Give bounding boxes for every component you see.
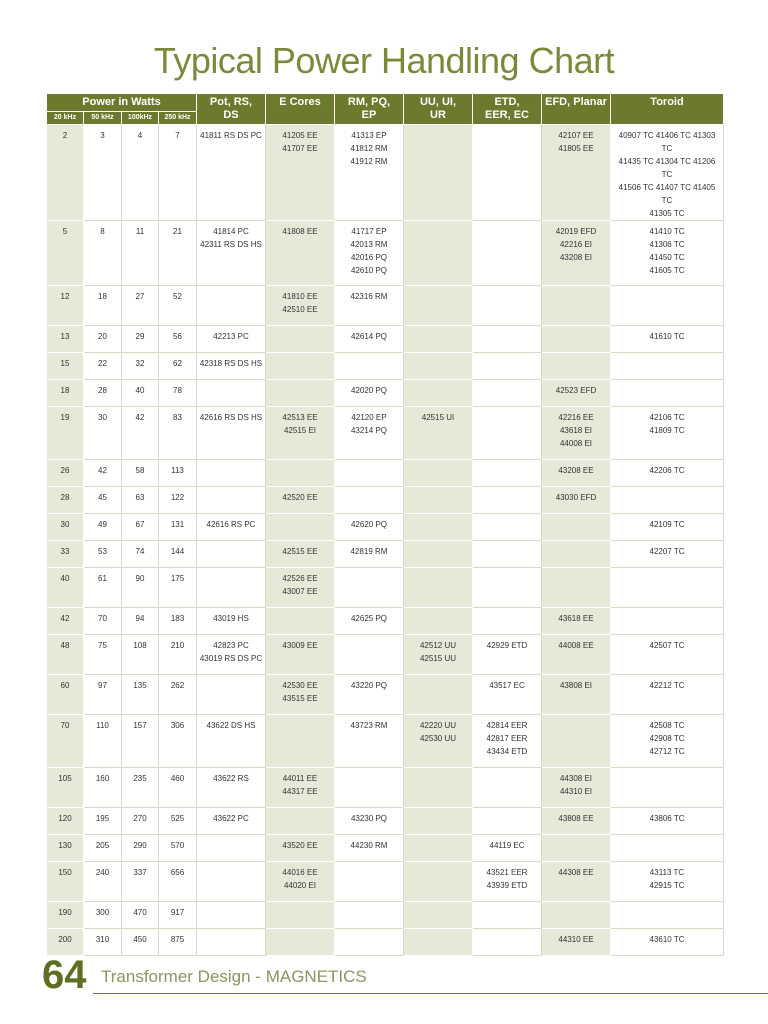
cell-watts-100khz: 157 <box>122 715 159 768</box>
cell-pot-rs-ds: 42213 PC <box>197 326 266 353</box>
cell-e-cores: 41205 EE 41707 EE <box>266 125 335 221</box>
cell-watts-50khz: 53 <box>84 541 122 568</box>
cell-watts-100khz: 58 <box>122 460 159 487</box>
cell-toroid: 42207 TC <box>611 541 724 568</box>
cell-watts-100khz: 27 <box>122 286 159 326</box>
pot-rs-ds-header: Pot, RS, DS <box>197 94 266 125</box>
cell-rm-pq-ep <box>335 635 404 675</box>
cell-rm-pq-ep: 42020 PQ <box>335 380 404 407</box>
cell-pot-rs-ds <box>197 460 266 487</box>
cell-etd-eer-ec <box>473 768 542 808</box>
cell-pot-rs-ds: 42616 RS PC <box>197 514 266 541</box>
cell-etd-eer-ec: 42929 ETD <box>473 635 542 675</box>
cell-efd-planar: 43208 EE <box>542 460 611 487</box>
table-row <box>47 568 724 608</box>
cell-watts-100khz: 450 <box>122 929 159 956</box>
power-in-watts-header: Power in Watts <box>47 94 197 112</box>
table-row <box>47 835 724 862</box>
cell-toroid: 42109 TC <box>611 514 724 541</box>
power-handling-table <box>46 93 724 956</box>
cell-efd-planar: 44008 EE <box>542 635 611 675</box>
cell-etd-eer-ec <box>473 380 542 407</box>
cell-watts-250khz: 175 <box>159 568 197 608</box>
cell-pot-rs-ds <box>197 487 266 514</box>
cell-uu-ui-ur: 42512 UU 42515 UU <box>404 635 473 675</box>
cell-e-cores <box>266 808 335 835</box>
cell-watts-250khz: 570 <box>159 835 197 862</box>
table-row <box>47 407 724 460</box>
cell-etd-eer-ec <box>473 568 542 608</box>
cell-watts-50khz: 110 <box>84 715 122 768</box>
cell-etd-eer-ec <box>473 125 542 221</box>
cell-toroid: 43610 TC <box>611 929 724 956</box>
cell-pot-rs-ds <box>197 380 266 407</box>
cell-efd-planar <box>542 902 611 929</box>
cell-watts-20khz: 105 <box>47 768 84 808</box>
cell-watts-20khz: 33 <box>47 541 84 568</box>
cell-etd-eer-ec: 44119 EC <box>473 835 542 862</box>
cell-watts-250khz: 917 <box>159 902 197 929</box>
cell-uu-ui-ur <box>404 125 473 221</box>
cell-watts-20khz: 15 <box>47 353 84 380</box>
cell-watts-50khz: 240 <box>84 862 122 902</box>
cell-toroid <box>611 608 724 635</box>
cell-uu-ui-ur <box>404 380 473 407</box>
cell-e-cores <box>266 715 335 768</box>
cell-rm-pq-ep <box>335 568 404 608</box>
cell-pot-rs-ds: 42823 PC 43019 RS DS PC <box>197 635 266 675</box>
cell-watts-20khz: 70 <box>47 715 84 768</box>
freq-50khz-header: 50 kHz <box>84 112 122 125</box>
etd-eer-ec-header: ETD, EER, EC <box>473 94 542 125</box>
cell-efd-planar <box>542 514 611 541</box>
uu-ui-ur-header: UU, UI, UR <box>404 94 473 125</box>
cell-rm-pq-ep: 43723 RM <box>335 715 404 768</box>
cell-efd-planar: 42019 EFD 42216 EI 43208 EI <box>542 221 611 286</box>
cell-watts-250khz: 183 <box>159 608 197 635</box>
cell-watts-20khz: 42 <box>47 608 84 635</box>
cell-rm-pq-ep <box>335 353 404 380</box>
cell-efd-planar <box>542 541 611 568</box>
table-body <box>47 125 724 956</box>
page-number: 64 <box>42 953 87 997</box>
cell-pot-rs-ds: 42318 RS DS HS <box>197 353 266 380</box>
freq-20khz-header: 20 kHz <box>47 112 84 125</box>
cell-efd-planar: 44308 EI 44310 EI <box>542 768 611 808</box>
table-row <box>47 514 724 541</box>
cell-toroid <box>611 902 724 929</box>
cell-watts-20khz: 18 <box>47 380 84 407</box>
cell-toroid: 41410 TC 41306 TC 41450 TC 41605 TC <box>611 221 724 286</box>
cell-watts-250khz: 525 <box>159 808 197 835</box>
cell-uu-ui-ur: 42515 UI <box>404 407 473 460</box>
cell-e-cores: 42530 EE 43515 EE <box>266 675 335 715</box>
cell-watts-100khz: 74 <box>122 541 159 568</box>
cell-watts-250khz: 875 <box>159 929 197 956</box>
table-row <box>47 862 724 902</box>
cell-watts-250khz: 306 <box>159 715 197 768</box>
cell-e-cores <box>266 326 335 353</box>
cell-rm-pq-ep <box>335 460 404 487</box>
cell-watts-250khz: 52 <box>159 286 197 326</box>
cell-toroid: 41610 TC <box>611 326 724 353</box>
cell-etd-eer-ec <box>473 487 542 514</box>
cell-uu-ui-ur <box>404 768 473 808</box>
cell-watts-50khz: 310 <box>84 929 122 956</box>
cell-pot-rs-ds <box>197 929 266 956</box>
cell-e-cores: 41810 EE 42510 EE <box>266 286 335 326</box>
cell-e-cores: 44011 EE 44317 EE <box>266 768 335 808</box>
rm-pq-ep-header: RM, PQ, EP <box>335 94 404 125</box>
cell-rm-pq-ep: 42120 EP 43214 PQ <box>335 407 404 460</box>
cell-e-cores: 42526 EE 43007 EE <box>266 568 335 608</box>
cell-watts-50khz: 28 <box>84 380 122 407</box>
cell-rm-pq-ep <box>335 487 404 514</box>
cell-e-cores: 44016 EE 44020 EI <box>266 862 335 902</box>
cell-watts-50khz: 30 <box>84 407 122 460</box>
cell-pot-rs-ds: 41814 PC 42311 RS DS HS <box>197 221 266 286</box>
cell-etd-eer-ec <box>473 608 542 635</box>
cell-watts-250khz: 7 <box>159 125 197 221</box>
cell-toroid: 43113 TC 42915 TC <box>611 862 724 902</box>
cell-uu-ui-ur <box>404 541 473 568</box>
cell-e-cores <box>266 514 335 541</box>
cell-rm-pq-ep <box>335 768 404 808</box>
cell-uu-ui-ur <box>404 487 473 514</box>
cell-etd-eer-ec <box>473 514 542 541</box>
cell-rm-pq-ep: 42316 RM <box>335 286 404 326</box>
table-row <box>47 125 724 221</box>
cell-watts-50khz: 160 <box>84 768 122 808</box>
cell-watts-250khz: 83 <box>159 407 197 460</box>
freq-250khz-header: 250 kHz <box>159 112 197 125</box>
cell-pot-rs-ds: 43019 HS <box>197 608 266 635</box>
cell-watts-20khz: 13 <box>47 326 84 353</box>
cell-efd-planar: 42107 EE 41805 EE <box>542 125 611 221</box>
cell-e-cores: 43009 EE <box>266 635 335 675</box>
cell-e-cores <box>266 380 335 407</box>
table-row <box>47 221 724 286</box>
cell-pot-rs-ds <box>197 541 266 568</box>
cell-etd-eer-ec <box>473 286 542 326</box>
cell-pot-rs-ds <box>197 286 266 326</box>
cell-watts-100khz: 67 <box>122 514 159 541</box>
table-row <box>47 487 724 514</box>
cell-watts-250khz: 21 <box>159 221 197 286</box>
cell-rm-pq-ep <box>335 862 404 902</box>
cell-watts-50khz: 3 <box>84 125 122 221</box>
cell-watts-250khz: 262 <box>159 675 197 715</box>
cell-rm-pq-ep: 42819 RM <box>335 541 404 568</box>
cell-watts-20khz: 130 <box>47 835 84 862</box>
cell-e-cores: 42520 EE <box>266 487 335 514</box>
cell-watts-50khz: 49 <box>84 514 122 541</box>
cell-watts-100khz: 108 <box>122 635 159 675</box>
cell-pot-rs-ds: 43622 DS HS <box>197 715 266 768</box>
cell-toroid <box>611 380 724 407</box>
cell-e-cores: 41808 EE <box>266 221 335 286</box>
cell-efd-planar <box>542 286 611 326</box>
cell-watts-50khz: 205 <box>84 835 122 862</box>
table-row <box>47 326 724 353</box>
cell-watts-100khz: 290 <box>122 835 159 862</box>
table-row <box>47 675 724 715</box>
cell-toroid: 40907 TC 41406 TC 41303 TC 41435 TC 41304 TC 41206 TC 41506 TC 41407 TC 41405 TC 41305 TC <box>611 125 724 221</box>
cell-watts-20khz: 60 <box>47 675 84 715</box>
cell-uu-ui-ur: 42220 UU 42530 UU <box>404 715 473 768</box>
cell-rm-pq-ep: 43230 PQ <box>335 808 404 835</box>
cell-watts-250khz: 460 <box>159 768 197 808</box>
cell-toroid <box>611 835 724 862</box>
cell-watts-100khz: 32 <box>122 353 159 380</box>
cell-uu-ui-ur <box>404 862 473 902</box>
cell-e-cores: 43520 EE <box>266 835 335 862</box>
table-row <box>47 353 724 380</box>
cell-toroid: 42507 TC <box>611 635 724 675</box>
cell-watts-50khz: 20 <box>84 326 122 353</box>
cell-watts-100khz: 11 <box>122 221 159 286</box>
table-row <box>47 460 724 487</box>
cell-watts-100khz: 29 <box>122 326 159 353</box>
table-row <box>47 541 724 568</box>
cell-toroid <box>611 487 724 514</box>
cell-etd-eer-ec <box>473 902 542 929</box>
table-row <box>47 768 724 808</box>
freq-100khz-header: 100kHz <box>122 112 159 125</box>
cell-watts-20khz: 5 <box>47 221 84 286</box>
cell-watts-250khz: 144 <box>159 541 197 568</box>
cell-e-cores: 42513 EE 42515 EI <box>266 407 335 460</box>
table-row <box>47 608 724 635</box>
cell-efd-planar: 43808 EE <box>542 808 611 835</box>
cell-watts-250khz: 78 <box>159 380 197 407</box>
cell-efd-planar <box>542 353 611 380</box>
cell-watts-100khz: 470 <box>122 902 159 929</box>
cell-watts-50khz: 75 <box>84 635 122 675</box>
cell-watts-100khz: 337 <box>122 862 159 902</box>
cell-toroid: 43806 TC <box>611 808 724 835</box>
cell-watts-250khz: 56 <box>159 326 197 353</box>
cell-toroid: 42106 TC 41809 TC <box>611 407 724 460</box>
cell-uu-ui-ur <box>404 902 473 929</box>
cell-efd-planar <box>542 835 611 862</box>
cell-watts-50khz: 22 <box>84 353 122 380</box>
cell-pot-rs-ds <box>197 862 266 902</box>
cell-watts-20khz: 19 <box>47 407 84 460</box>
cell-watts-50khz: 97 <box>84 675 122 715</box>
cell-pot-rs-ds <box>197 568 266 608</box>
cell-pot-rs-ds: 43622 PC <box>197 808 266 835</box>
cell-efd-planar: 42216 EE 43618 EI 44008 EI <box>542 407 611 460</box>
table-row <box>47 286 724 326</box>
cell-watts-250khz: 131 <box>159 514 197 541</box>
cell-uu-ui-ur <box>404 514 473 541</box>
page-title: Typical Power Handling Chart <box>153 40 615 81</box>
cell-uu-ui-ur <box>404 326 473 353</box>
efd-planar-header: EFD, Planar <box>542 94 611 125</box>
cell-watts-250khz: 656 <box>159 862 197 902</box>
cell-watts-20khz: 150 <box>47 862 84 902</box>
cell-watts-250khz: 62 <box>159 353 197 380</box>
cell-uu-ui-ur <box>404 460 473 487</box>
table-row <box>47 902 724 929</box>
cell-watts-50khz: 45 <box>84 487 122 514</box>
cell-watts-20khz: 28 <box>47 487 84 514</box>
cell-efd-planar: 44308 EE <box>542 862 611 902</box>
cell-toroid <box>611 768 724 808</box>
cell-efd-planar: 42523 EFD <box>542 380 611 407</box>
cell-uu-ui-ur <box>404 286 473 326</box>
cell-pot-rs-ds: 43622 RS <box>197 768 266 808</box>
cell-uu-ui-ur <box>404 221 473 286</box>
cell-e-cores: 42515 EE <box>266 541 335 568</box>
cell-uu-ui-ur <box>404 835 473 862</box>
cell-toroid: 42508 TC 42908 TC 42712 TC <box>611 715 724 768</box>
cell-watts-50khz: 70 <box>84 608 122 635</box>
cell-pot-rs-ds: 42616 RS DS HS <box>197 407 266 460</box>
table-row <box>47 715 724 768</box>
cell-etd-eer-ec <box>473 353 542 380</box>
cell-etd-eer-ec: 43517 EC <box>473 675 542 715</box>
cell-toroid: 42212 TC <box>611 675 724 715</box>
cell-toroid <box>611 286 724 326</box>
cell-watts-20khz: 200 <box>47 929 84 956</box>
toroid-header: Toroid <box>611 94 724 125</box>
cell-uu-ui-ur <box>404 608 473 635</box>
footer-title: Transformer Design - MAGNETICS <box>101 967 367 986</box>
cell-etd-eer-ec <box>473 808 542 835</box>
cell-watts-50khz: 61 <box>84 568 122 608</box>
cell-watts-20khz: 40 <box>47 568 84 608</box>
cell-watts-50khz: 300 <box>84 902 122 929</box>
cell-watts-100khz: 235 <box>122 768 159 808</box>
cell-uu-ui-ur <box>404 929 473 956</box>
cell-watts-100khz: 135 <box>122 675 159 715</box>
cell-etd-eer-ec <box>473 460 542 487</box>
cell-pot-rs-ds: 41811 RS DS PC <box>197 125 266 221</box>
cell-watts-50khz: 195 <box>84 808 122 835</box>
footer-rule <box>93 993 768 994</box>
cell-watts-250khz: 210 <box>159 635 197 675</box>
cell-e-cores <box>266 608 335 635</box>
cell-toroid <box>611 568 724 608</box>
cell-rm-pq-ep: 41313 EP 41812 RM 41912 RM <box>335 125 404 221</box>
cell-etd-eer-ec <box>473 326 542 353</box>
table-row <box>47 808 724 835</box>
cell-watts-20khz: 26 <box>47 460 84 487</box>
cell-rm-pq-ep: 42620 PQ <box>335 514 404 541</box>
cell-watts-100khz: 270 <box>122 808 159 835</box>
cell-efd-planar: 43808 EI <box>542 675 611 715</box>
cell-uu-ui-ur <box>404 808 473 835</box>
cell-etd-eer-ec <box>473 541 542 568</box>
cell-watts-100khz: 4 <box>122 125 159 221</box>
cell-efd-planar <box>542 326 611 353</box>
cell-pot-rs-ds <box>197 835 266 862</box>
table-row <box>47 380 724 407</box>
cell-etd-eer-ec <box>473 221 542 286</box>
cell-efd-planar: 43618 EE <box>542 608 611 635</box>
cell-watts-250khz: 122 <box>159 487 197 514</box>
cell-watts-50khz: 18 <box>84 286 122 326</box>
cell-watts-100khz: 42 <box>122 407 159 460</box>
cell-rm-pq-ep: 42625 PQ <box>335 608 404 635</box>
cell-rm-pq-ep: 41717 EP 42013 RM 42016 PQ 42610 PQ <box>335 221 404 286</box>
cell-rm-pq-ep: 42614 PQ <box>335 326 404 353</box>
cell-watts-100khz: 40 <box>122 380 159 407</box>
cell-efd-planar <box>542 568 611 608</box>
cell-watts-50khz: 42 <box>84 460 122 487</box>
cell-rm-pq-ep <box>335 929 404 956</box>
cell-rm-pq-ep <box>335 902 404 929</box>
table-row <box>47 635 724 675</box>
cell-watts-20khz: 190 <box>47 902 84 929</box>
cell-etd-eer-ec <box>473 929 542 956</box>
cell-etd-eer-ec: 42814 EER 42817 EER 43434 ETD <box>473 715 542 768</box>
cell-watts-20khz: 2 <box>47 125 84 221</box>
cell-efd-planar <box>542 715 611 768</box>
cell-etd-eer-ec <box>473 407 542 460</box>
cell-e-cores <box>266 902 335 929</box>
cell-watts-100khz: 63 <box>122 487 159 514</box>
cell-rm-pq-ep: 43220 PQ <box>335 675 404 715</box>
cell-watts-100khz: 90 <box>122 568 159 608</box>
table-row <box>47 929 724 956</box>
cell-toroid: 42206 TC <box>611 460 724 487</box>
cell-uu-ui-ur <box>404 568 473 608</box>
cell-rm-pq-ep: 44230 RM <box>335 835 404 862</box>
cell-watts-20khz: 30 <box>47 514 84 541</box>
cell-watts-50khz: 8 <box>84 221 122 286</box>
cell-e-cores <box>266 460 335 487</box>
cell-efd-planar: 43030 EFD <box>542 487 611 514</box>
cell-e-cores <box>266 929 335 956</box>
cell-uu-ui-ur <box>404 353 473 380</box>
cell-etd-eer-ec: 43521 EER 43939 ETD <box>473 862 542 902</box>
cell-efd-planar: 44310 EE <box>542 929 611 956</box>
cell-watts-250khz: 113 <box>159 460 197 487</box>
cell-uu-ui-ur <box>404 675 473 715</box>
cell-watts-20khz: 48 <box>47 635 84 675</box>
cell-pot-rs-ds <box>197 675 266 715</box>
cell-watts-20khz: 12 <box>47 286 84 326</box>
cell-watts-100khz: 94 <box>122 608 159 635</box>
cell-watts-20khz: 120 <box>47 808 84 835</box>
e-cores-header: E Cores <box>266 94 335 125</box>
cell-pot-rs-ds <box>197 902 266 929</box>
cell-toroid <box>611 353 724 380</box>
cell-e-cores <box>266 353 335 380</box>
